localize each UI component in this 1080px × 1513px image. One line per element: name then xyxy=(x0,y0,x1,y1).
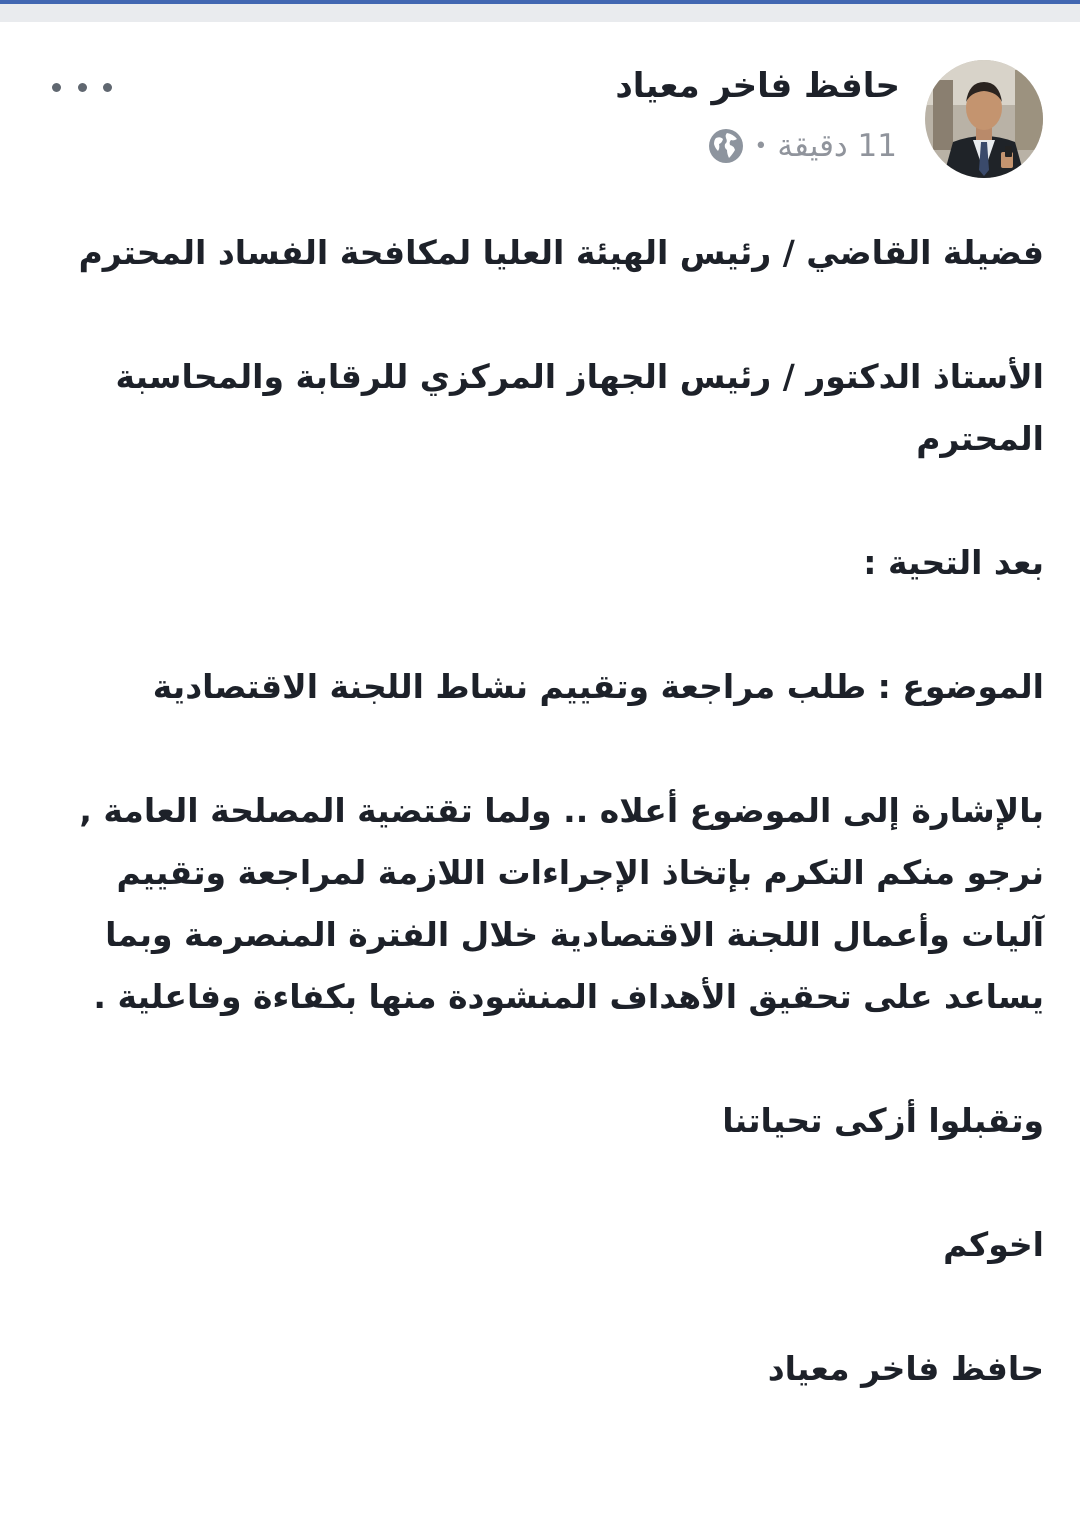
post-paragraph: اخوكم xyxy=(943,1225,1044,1264)
paragraph-gap xyxy=(34,594,1044,656)
paragraph-gap xyxy=(34,1276,1044,1338)
post-paragraph: الموضوع : طلب مراجعة وتقييم نشاط اللجنة الاقتصادية xyxy=(152,667,1044,706)
post-paragraph: وتقبلوا أزكى تحياتنا xyxy=(722,1101,1044,1140)
more-dot xyxy=(52,83,61,92)
paragraph-gap xyxy=(34,718,1044,780)
paragraph-gap xyxy=(34,1028,1044,1090)
post-paragraph: بعد التحية : xyxy=(863,543,1044,582)
post-paragraph: حافظ فاخر معياد xyxy=(767,1349,1044,1388)
post-meta xyxy=(708,128,897,164)
post-time[interactable]: 11 دقيقة xyxy=(777,128,897,164)
post-paragraph: بالإشارة إلى الموضوع أعلاه .. ولما تقتضية المصلحة العامة , نرجو منكم التكرم بإتخاذ الإجراءات اللازمة لمراجعة وتقييم آليات وأعمال اللجنة الاقتصادية خلال الفترة المنصرمة وبما يساعد على تحقيق الأهداف المنشودة منها بكفاءة وفاعلية . xyxy=(79,791,1044,1016)
paragraph-gap xyxy=(34,284,1044,346)
paragraph-gap xyxy=(34,470,1044,532)
more-dot xyxy=(103,83,112,92)
more-options-icon[interactable] xyxy=(52,72,112,102)
top-status-strip xyxy=(0,0,1080,22)
post-card xyxy=(0,22,1080,1513)
paragraph-gap xyxy=(34,1152,1044,1214)
avatar[interactable] xyxy=(925,60,1043,178)
author-name[interactable]: حافظ فاخر معياد xyxy=(615,66,900,106)
globe-icon[interactable] xyxy=(708,128,744,164)
post-paragraph: الأستاذ الدكتور / رئيس الجهاز المركزي للرقابة والمحاسبة المحترم xyxy=(115,357,1044,458)
meta-separator: • xyxy=(754,133,768,159)
post-paragraph: فضيلة القاضي / رئيس الهيئة العليا لمكافحة الفساد المحترم xyxy=(78,233,1044,272)
post-body xyxy=(34,222,1044,1400)
avatar-photo xyxy=(925,60,1043,178)
more-dot xyxy=(78,83,87,92)
